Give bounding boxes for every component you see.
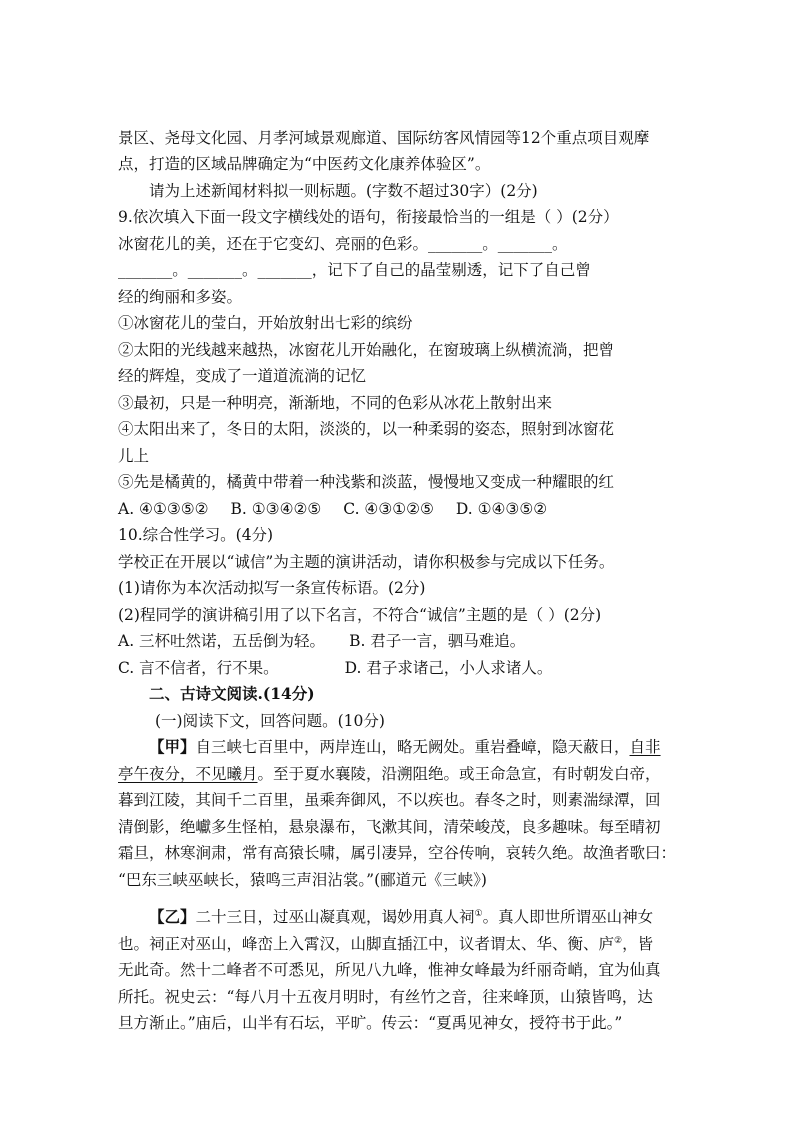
q9-option-2b: 经的辉煌，变成了一道道流淌的记忆	[118, 367, 367, 385]
footnote-1: ①	[474, 908, 483, 919]
q9-option-4b: 儿上	[118, 447, 150, 465]
jia-line-3: 暮到江陵，其间千二百里，虽乘奔御风，不以疾也。春冬之时，则素湍绿潭，回	[118, 791, 661, 809]
q10-options-cd	[118, 658, 552, 678]
q10-option-c: C. 言不信者，行不果。	[118, 659, 279, 677]
yi-line-3: 无此奇。然十二峰者不可悉见，所见八九峰，惟神女峰最为纤丽奇峭，宜为仙真	[118, 961, 661, 979]
q10-stem: 10.综合性学习。(4分)	[118, 526, 274, 544]
q9-option-1: ①冰窗花儿的莹白，开始放射出七彩的缤纷	[118, 314, 413, 332]
q9-passage-3: 经的绚丽和多姿。	[118, 288, 243, 306]
yi-line-2: 也。祠正对巫山，峰峦上入霄汉，山脚直插江中，议者谓太、华、衡、庐②，皆	[118, 935, 654, 953]
q10-intro: 学校正在开展以“诚信”为主题的演讲活动，请你积极参与完成以下任务。	[118, 553, 615, 571]
q9-choice-b: B. ①③④②⑤	[230, 500, 322, 518]
yi-line-5: 旦方渐止。”庙后，山半有石坛，平旷。传云：“夏禹见神女，授符书于此。”	[118, 1014, 623, 1032]
q9-stem: 9.依次填入下面一段文字横线处的语句，衔接最恰当的一组是（ ）(2分）	[118, 208, 619, 226]
news-line-1: 景区、尧母文化园、月孝河域景观廊道、国际纺客风情园等12个重点项目观摩	[118, 129, 650, 147]
jia-line-6: “巴东三峡巫峡长，猿鸣三声泪沾裳。”(郦道元《三峡》)	[118, 871, 487, 889]
underlined-phrase: 自非	[629, 738, 661, 756]
q10-sub-2: (2)程同学的演讲稿引用了以下名言，不符合“诚信”主题的是（ ）(2分)	[118, 606, 602, 624]
q9-choices	[118, 499, 547, 519]
section-2-title: 二、古诗文阅读.(14分)	[149, 684, 315, 703]
q9-choice-d: D. ①④③⑤②	[455, 500, 548, 518]
news-line-2: 点，打造的区域品牌确定为“中医药文化康养体验区”。	[118, 155, 491, 173]
jia-line-5: 霜旦，林寒涧肃，常有高猿长啸，属引凄异，空谷传响，哀转久绝。故渔者歌曰：	[118, 844, 677, 862]
underlined-phrase-cont: 亭午夜分，不见曦月	[118, 765, 258, 783]
yi-line-4: 所托。祝史云：“每八月十五夜月明时，有丝竹之音，往来峰顶，山猿皆鸣，达	[118, 988, 653, 1006]
q9-passage-1: 冰窗花儿的美，还在于它变幻、亮丽的色彩。_______。_______。	[118, 235, 568, 253]
section-2-subtitle: (一)阅读下文，回答问题。(10分)	[155, 712, 385, 730]
q9-option-3: ③最初，只是一种明亮，渐渐地，不同的色彩从冰花上散射出来	[118, 394, 553, 412]
q10-option-d: D. 君子求诸己，小人求诸人。	[344, 659, 553, 677]
q10-sub-1: (1)请你为本次活动拟写一条宣传标语。(2分)	[118, 579, 426, 597]
q9-option-5: ⑤先是橘黄的，橘黄中带着一种浅紫和淡蓝，慢慢地又变成一种耀眼的红	[118, 473, 615, 491]
q9-option-2a: ②太阳的光线越来越热，冰窗花儿开始融化，在窗玻璃上纵横流淌，把曾	[118, 341, 615, 359]
jia-label: 【甲】	[149, 737, 196, 756]
q10-option-a: A. 三杯吐然诺，五岳倒为轻。	[118, 632, 326, 650]
footnote-2: ②	[614, 935, 623, 946]
jia-line-1: 【甲】自三峡七百里中，两岸连山，略无阙处。重岩叠嶂，隐天蔽日，自非	[149, 737, 661, 756]
q10-option-b: B. 君子一言，驷马难追。	[349, 632, 526, 650]
yi-label: 【乙】	[149, 907, 196, 926]
q10-options-ab	[118, 631, 525, 651]
jia-line-4: 清倒影，绝巘多生怪柏，悬泉瀑布，飞漱其间，清荣峻茂，良多趣味。每至晴初	[118, 818, 661, 836]
jia-line-2: 亭午夜分，不见曦月。至于夏水襄陵，沿溯阻绝。或王命急宣，有时朝发白帝，	[118, 765, 661, 783]
q9-choice-a: A. ④①③⑤②	[118, 500, 209, 518]
q9-passage-2: _______。_______。_______，记下了自己的晶莹剔透，记下了自己曾	[118, 261, 591, 279]
q9-option-4a: ④太阳出来了，冬日的太阳，淡淡的，以一种柔弱的姿态，照射到冰窗花	[118, 420, 615, 438]
q9-choice-c: C. ④③①②⑤	[343, 500, 434, 518]
news-task: 请为上述新闻材料拟一则标题。(字数不超过30字）(2分)	[149, 182, 538, 200]
yi-line-1: 【乙】二十三日，过巫山凝真观，谒妙用真人祠①。真人即世所谓巫山神女	[149, 907, 654, 926]
